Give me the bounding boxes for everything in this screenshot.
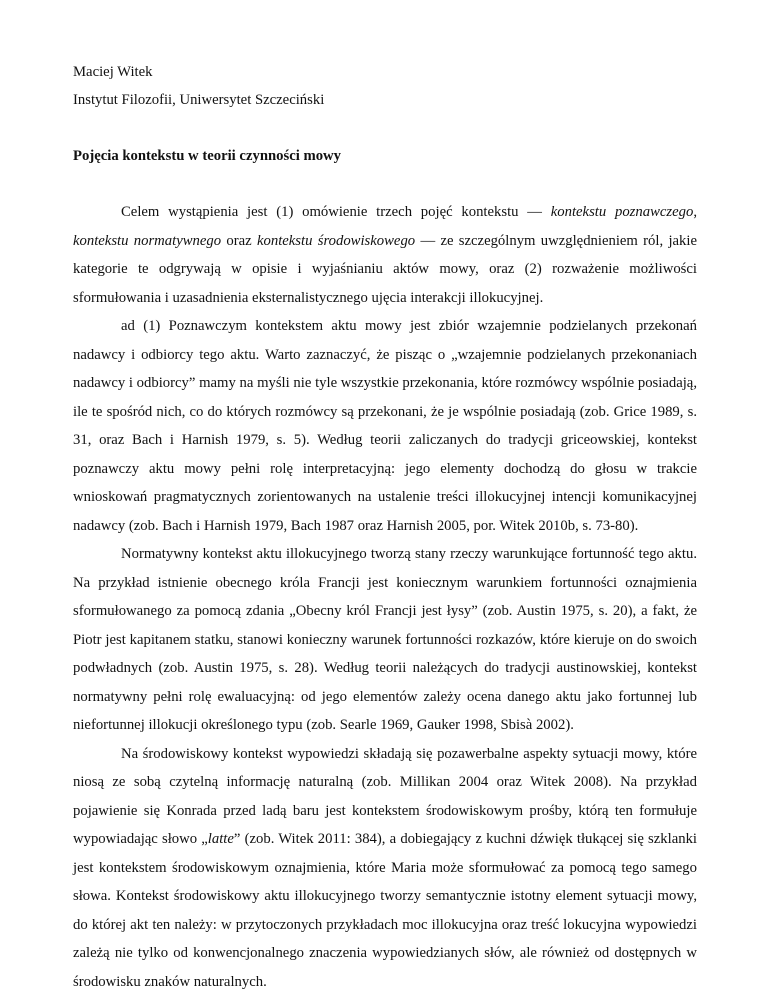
text-run: Na środowiskowy kontekst wypowiedzi składają się pozawerbalne aspekty sytuacji mowy, które niosą ze sobą czytelną informację naturalną (zob. Millikan 2004 oraz Witek 2008). Na przykład pojawienie się Konrada przed ladą baru jest kontekstem środowiskowym prośby, którą ten formułuje wypowiadając słowo „ (73, 746, 697, 848)
paragraph-normative-context: Normatywny kontekst aktu illokucyjnego tworzą stany rzeczy warunkujące fortunność tego aktu. Na przykład istnienie obecnego króla Francji jest koniecznym warunkiem fortunności oznajmienia sformułowanego za pomocą zdania „Obecny król Francji jest łysy” (zob. Austin 1975, s. 20), a fakt, że Piotr jest kapitanem statku, stanowi konieczny warunek fortunności rozkazów, które kieruje on do swoich podwładnych (zob. Austin 1975, s. 28). Według teorii należących do tradycji austinowskiej, kontekst normatywny pełni rolę ewaluacyjną: od jego elementów zależy ocena danego aktu jako fortunnej lub niefortunnej illokucji określonego typu (zob. Searle 1969, Gauker 1998, Sbisà 2002). (73, 540, 697, 740)
author-name: Maciej Witek (73, 58, 697, 86)
text-run: , (693, 204, 697, 220)
text-run: oraz (221, 233, 257, 249)
text-run: Celem wystąpienia jest (1) omówienie trzech pojęć kontekstu — (121, 204, 551, 220)
italic-term: kontekstu poznawczego (551, 204, 694, 220)
document-title: Pojęcia kontekstu w teorii czynności mowy (73, 142, 697, 170)
italic-term: kontekstu normatywnego (73, 233, 221, 249)
italic-term: kontekstu środowiskowego (257, 233, 415, 249)
document-page (73, 58, 697, 996)
paragraph-cognitive-context: ad (1) Poznawczym kontekstem aktu mowy jest zbiór wzajemnie podzielanych przekonań nadawcy i odbiorcy tego aktu. Warto zaznaczyć, że pisząc o „wzajemnie podzielanych przekonaniach nadawcy i odbiorcy” mamy na myśli nie tyle wszystkie przekonania, które rozmówcy wspólnie posiadają, ile te spośród nich, co do których rozmówcy są przekonani, że je wspólnie posiadają (zob. Grice 1989, s. 31, oraz Bach i Harnish 1979, s. 5). Według teorii zaliczanych do tradycji griceowskiej, kontekst poznawczy aktu mowy pełni rolę interpretacyjną: jego elementy dochodzą do głosu w trakcie wnioskowań pragmatycznych zorientowanych na ustalenie treści illokucyjnej intencji komunikacyjnej nadawcy (zob. Bach i Harnish 1979, Bach 1987 oraz Harnish 2005, por. Witek 2010b, s. 73-80). (73, 312, 697, 540)
text-run: ” (zob. Witek 2011: 384), a dobiegający z kuchni dźwięk tłukącej się szklanki jest kontekstem środowiskowym oznajmienia, które Maria może sformułować za pomocą tego samego słowa. Kontekst środowiskowy aktu illokucyjnego tworzy semantycznie istotny element sytuacji mowy, do której akt ten należy: w przytoczonych przykładach moc illokucyjna oraz treść lokucyjna wypowiedzi zależą nie tylko od konwencjonalnego znaczenia wypowiedzianych słów, ale również od dostępnych w środowisku znaków naturalnych. (73, 831, 697, 990)
paragraph-intro (73, 198, 697, 312)
author-affiliation: Instytut Filozofii, Uniwersytet Szczeciński (73, 86, 697, 114)
italic-term: latte (208, 831, 234, 847)
document-body (73, 198, 697, 996)
text-run: — ze szczególnym uwzględnieniem ról, jakie kategorie te odgrywają w opisie i wyjaśnianiu aktów mowy, oraz (2) rozważenie możliwości sformułowania i uzasadnienia eksternalistycznego ujęcia interakcji illokucyjnej. (73, 233, 697, 306)
paragraph-environmental-context (73, 740, 697, 996)
